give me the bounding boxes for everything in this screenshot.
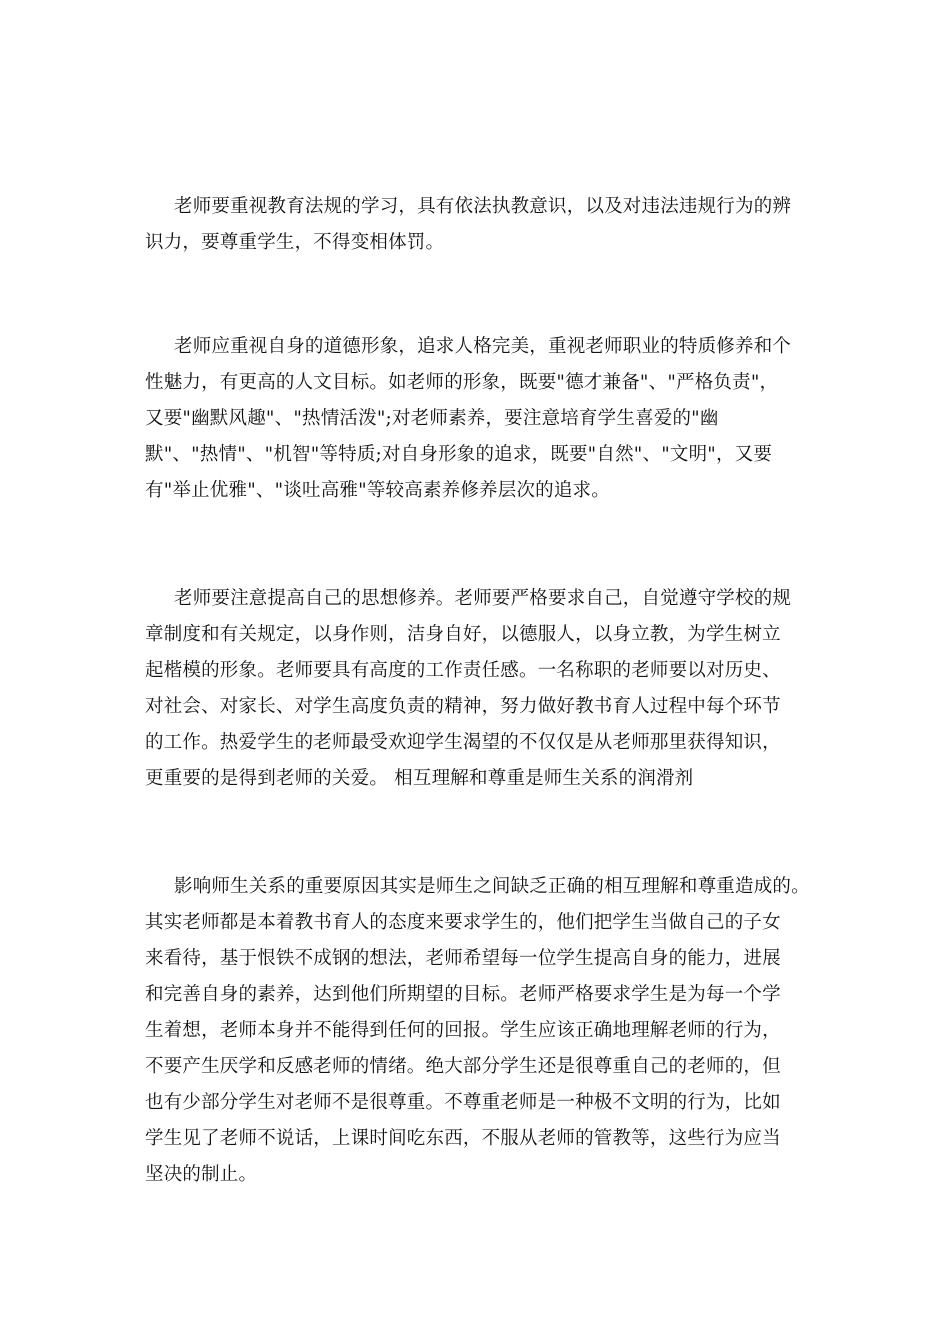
text-line: 章制度和有关规定，以身作则，洁身自好，以德服人，以身立教，为学生树立 <box>145 624 781 645</box>
text-line: 生着想，老师本身并不能得到任何的回报。学生应该正确地理解老师的行为， <box>145 1020 781 1041</box>
text-line: 其实老师都是本着教书育人的态度来要求学生的，他们把学生当做自己的子女 <box>145 912 781 933</box>
text-line: 对社会、对家长、对学生高度负责的精神，努力做好教书育人过程中每个环节 <box>145 696 781 717</box>
text-line: 学生见了老师不说话，上课时间吃东西，不服从老师的管教等，这些行为应当 <box>145 1128 781 1149</box>
paragraph-moral-image <box>145 329 817 509</box>
text-line: 的工作。热爱学生的老师最受欢迎学生渴望的不仅仅是从老师那里获得知识， <box>145 732 781 753</box>
text-line: 和完善自身的素养，达到他们所期望的目标。老师严格要求学生是为每一个学 <box>145 984 781 1005</box>
paragraph-education-law <box>145 189 817 261</box>
text-line: 也有少部分学生对老师不是很尊重。不尊重老师是一种极不文明的行为，比如 <box>145 1092 781 1113</box>
text-line: 有"举止优雅"、"谈吐高雅"等较高素养修养层次的追求。 <box>145 480 610 501</box>
text-line: 坚决的制止。 <box>145 1164 258 1185</box>
text-line: 老师要注意提高自己的思想修养。老师要严格要求自己，自觉遵守学校的规 <box>174 588 792 609</box>
paragraph-mutual-respect <box>145 869 817 1193</box>
text-line: 性魅力，有更高的人文目标。如老师的形象，既要"德才兼备"、"严格负责"， <box>145 372 779 393</box>
text-line: 更重要的是得到老师的关爱。 相互理解和尊重是师生关系的润滑剂 <box>145 768 694 789</box>
text-line: 老师应重视自身的道德形象，追求人格完美，重视老师职业的特质修养和个 <box>174 336 792 357</box>
text-line: 来看待，基于恨铁不成钢的想法，老师希望每一位学生提高自身的能力，进展 <box>145 948 781 969</box>
paragraph-ideological-cultivation <box>145 581 817 797</box>
text-line: 不要产生厌学和反感老师的情绪。绝大部分学生还是很尊重自己的老师的，但 <box>145 1056 781 1077</box>
text-line: 影响师生关系的重要原因其实是师生之间缺乏正确的相互理解和尊重造成的。 <box>174 876 810 897</box>
text-line: 起楷模的形象。老师要具有高度的工作责任感。一名称职的老师要以对历史、 <box>145 660 781 681</box>
text-line: 默"、"热情"、"机智"等特质;对自身形象的追求，既要"自然"、"文明"，又要 <box>145 444 773 465</box>
text-line: 识力，要尊重学生，不得变相体罚。 <box>145 232 445 253</box>
text-line: 老师要重视教育法规的学习，具有依法执教意识，以及对违法违规行为的辨 <box>174 196 792 217</box>
text-line: 又要"幽默风趣"、"热情活泼";对老师素养，要注意培育学生喜爱的"幽 <box>145 408 719 429</box>
